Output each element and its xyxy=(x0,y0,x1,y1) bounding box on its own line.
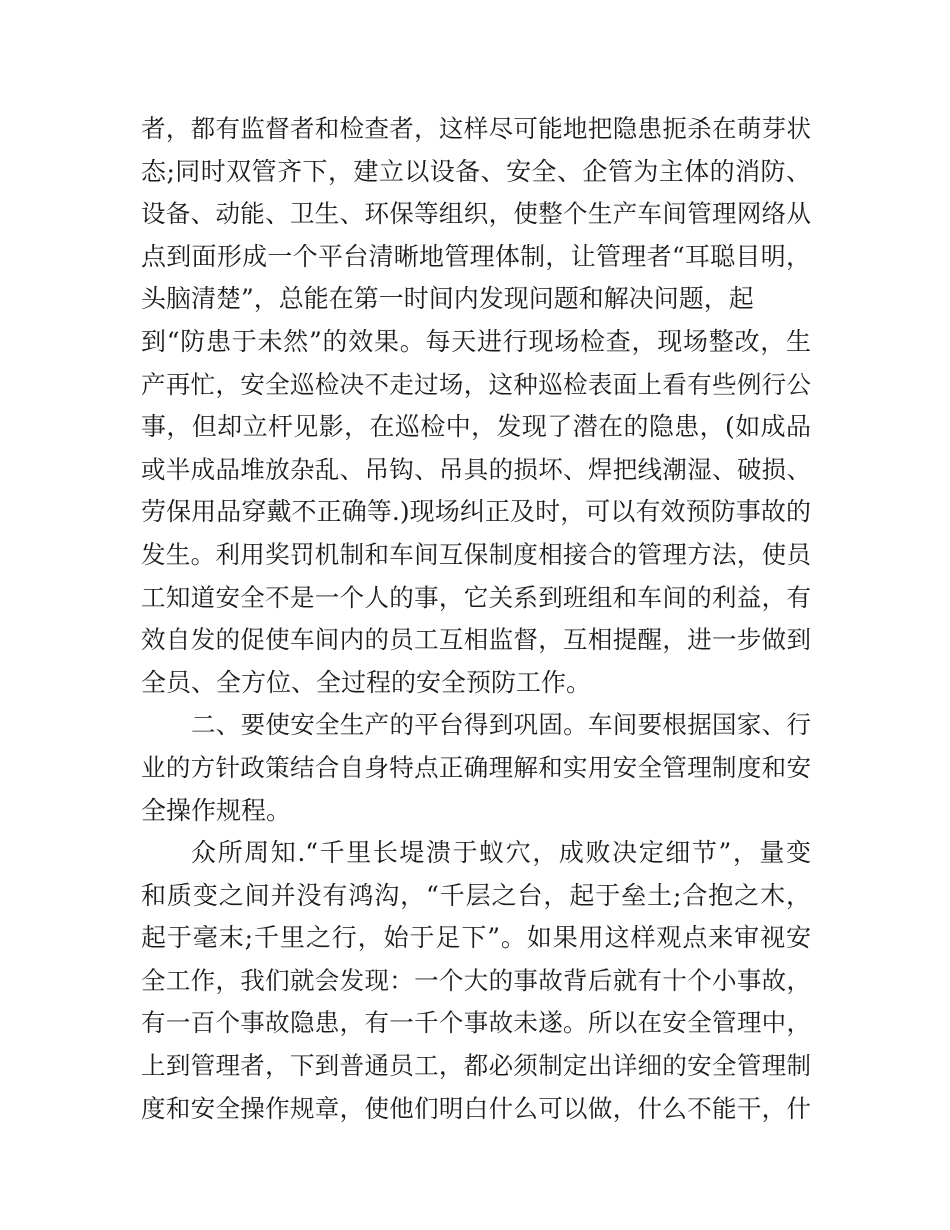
text-line: 全操作规程。 xyxy=(141,795,292,825)
text-line: 点到面形成一个平台清晰地管理体制，让管理者“耳聪目明， xyxy=(141,241,811,271)
text-line: 劳保用品穿戴不正确等.)现场纠正及时，可以有效预防事故的 xyxy=(141,497,811,527)
text-line: 起于毫末;千里之行，始于足下”。如果用这样观点来审视安 xyxy=(141,923,811,953)
text-line: 有一百个事故隐患，有一千个事故未遂。所以在安全管理中， xyxy=(141,1008,811,1038)
text-line: 全工作，我们就会发现：一个大的事故背后就有十个小事故， xyxy=(141,965,811,995)
text-line: 工知道安全不是一个人的事，它关系到班组和车间的利益，有 xyxy=(141,582,811,612)
text-line: 众所周知.“千里长堤溃于蚁穴，成败决定细节”，量变 xyxy=(191,838,811,868)
text-line: 设备、动能、卫生、环保等组织，使整个生产车间管理网络从 xyxy=(141,199,811,229)
text-line: 全员、全方位、全过程的安全预防工作。 xyxy=(141,667,592,697)
text-line: 效自发的促使车间内的员工互相监督，互相提醒，进一步做到 xyxy=(141,625,811,655)
text-line: 上到管理者，下到普通员工，都必须制定出详细的安全管理制 xyxy=(141,1051,811,1081)
text-line: 或半成品堆放杂乱、吊钩、吊具的损坏、焊把线潮湿、破损、 xyxy=(141,454,811,484)
text-line: 产再忙，安全巡检决不走过场，这种巡检表面上看有些例行公 xyxy=(141,369,811,399)
body-text xyxy=(141,108,811,1130)
text-line: 者，都有监督者和检查者，这样尽可能地把隐患扼杀在萌芽状 xyxy=(141,114,811,143)
text-line: 度和安全操作规章，使他们明白什么可以做，什么不能干，什 xyxy=(141,1093,811,1123)
text-line: 和质变之间并没有鸿沟，“千层之台，起于垒土;合抱之木， xyxy=(141,880,811,910)
text-line: 业的方针政策结合自身特点正确理解和实用安全管理制度和安 xyxy=(141,752,811,782)
text-line: 头脑清楚”，总能在第一时间内发现问题和解决问题，起 xyxy=(141,284,754,314)
text-line: 到“防患于未然”的效果。每天进行现场检查，现场整改，生 xyxy=(141,326,811,356)
text-line: 态;同时双管齐下，建立以设备、安全、企管为主体的消防、 xyxy=(141,156,811,186)
paragraph-heading: 二、要使安全生产的平台得到巩固。车间要根据国家、行 xyxy=(191,710,811,740)
text-line: 发生。利用奖罚机制和车间互保制度相接合的管理方法，使员 xyxy=(141,539,811,569)
text-line: 事，但却立杆见影，在巡检中，发现了潜在的隐患，(如成品 xyxy=(141,412,811,442)
